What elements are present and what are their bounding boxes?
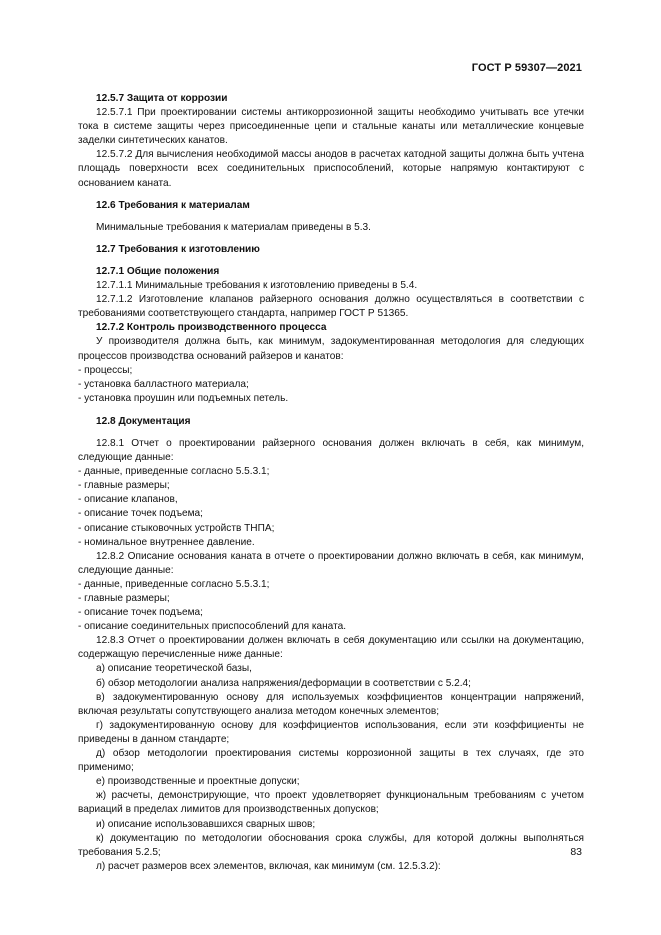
paragraph-12-8-3: 12.8.3 Отчет о проектировании должен включать в себя документацию или ссылки на документацию, содержащую перечисленные ниже данные: [78, 635, 584, 661]
paragraph-12-5-7-2: 12.5.7.2 Для вычисления необходимой массы анодов в расчетах катодной защиты должна быть учтена площадь поверхности всех соединительных приспособлений, которые напрямую контактируют с основанием каната. [78, 149, 584, 189]
enum-item-l: л) расчет размеров всех элементов, включая, как минимум (см. 12.5.3.2): [96, 860, 441, 872]
list-item: - установка проушин или подъемных петель. [78, 392, 289, 404]
section-heading-12-7-1: 12.7.1 Общие положения [96, 265, 220, 277]
section-heading-12-7: 12.7 Требования к изготовлению [96, 243, 260, 255]
enum-item-g: г) задокументированную основу для коэффициентов использования, если эти коэффициенты не приведены в данном стандарте; [78, 719, 584, 745]
section-heading-12-6: 12.6 Требования к материалам [96, 199, 250, 211]
paragraph-12-8-1: 12.8.1 Отчет о проектировании райзерного основания должен включать в себя, как минимум, следующие данные: [78, 437, 584, 464]
enum-item-k: к) документацию по методологии обоснования срока службы, для которой должны выполняться требования 5.2.5; [78, 832, 584, 858]
enum-item-e: е) производственные и проектные допуски; [96, 776, 300, 788]
enum-item-d: д) обзор методологии проектирования системы коррозионной защиты в тех случаях, где это применимо; [78, 748, 584, 774]
list-item: - главные размеры; [78, 593, 170, 604]
list-item: - данные, приведенные согласно 5.5.3.1; [78, 466, 270, 478]
list-item: - процессы; [78, 364, 133, 376]
paragraph-12-7-1-1: 12.7.1.1 Минимальные требования к изготовлению приведены в 5.4. [96, 280, 418, 292]
list-item: - описание клапанов, [78, 494, 178, 506]
section-heading-12-7-2: 12.7.2 Контроль производственного процесса [96, 322, 327, 334]
list-item: - установка балластного материала; [78, 378, 249, 390]
enum-item-v: в) задокументированную основу для используемых коэффициентов концентрации напряжений, включая результаты сопутствующего анализа методом конечных элементов; [78, 691, 584, 717]
document-body [78, 92, 584, 874]
paragraph-12-7-1-2: 12.7.1.2 Изготовление клапанов райзерного основания должно осуществляться в соответствии с требованиями соответствующего стандарта, например ГОСТ Р 51365. [78, 294, 584, 320]
list-item: - описание соединительных приспособлений для каната. [78, 621, 346, 633]
list-item: - данные, приведенные согласно 5.5.3.1; [78, 578, 270, 590]
list-item: - номинальное внутреннее давление. [78, 536, 255, 548]
standard-code-header: ГОСТ Р 59307—2021 [471, 62, 582, 74]
paragraph-12-7-2: У производителя должна быть, как минимум, задокументированная методология для следующих процессов производства оснований райзеров и канатов: [78, 336, 584, 362]
paragraph-12-5-7-1: 12.5.7.1 При проектировании системы антикоррозионной защиты необходимо учитывать все утечки тока в системе защиты через присоединенные цепи и стальные канаты или металлические концевые заделки синтетических канатов. [78, 107, 584, 147]
enum-item-a: а) описание теоретической базы, [96, 663, 252, 675]
enum-item-zh: ж) расчеты, демонстрирующие, что проект удовлетворяет функциональным требованиям с учетом вариаций в пределах лимитов для производственных допусков; [78, 790, 584, 816]
paragraph-12-6: Минимальные требования к материалам приведены в 5.3. [96, 221, 371, 233]
list-item: - описание стыковочных устройств ТНПА; [78, 522, 275, 534]
list-item: - описание точек подъема; [78, 607, 203, 619]
enum-item-b: б) обзор методологии анализа напряжения/деформации в соответствии с 5.2.4; [96, 677, 471, 689]
list-item: - главные размеры; [78, 480, 170, 492]
list-item: - описание точек подъема; [78, 508, 203, 520]
paragraph-12-8-2: 12.8.2 Описание основания каната в отчете о проектировании должно включать в себя, как минимум, следующие данные: [78, 550, 584, 576]
section-heading-12-8: 12.8 Документация [96, 415, 191, 427]
enum-item-i: и) описание использовавшихся сварных швов; [96, 818, 316, 830]
section-heading-12-5-7: 12.5.7 Защита от коррозии [96, 93, 228, 104]
page-number: 83 [570, 846, 582, 858]
